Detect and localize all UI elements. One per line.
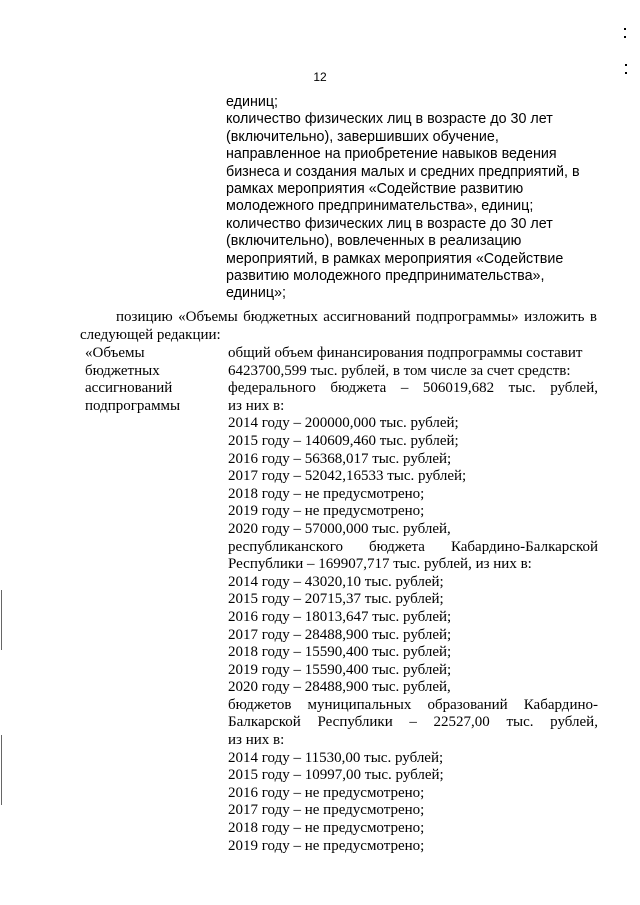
scan-speck xyxy=(624,28,626,30)
scan-speck xyxy=(625,64,627,66)
list-line: количество физических лиц в возрасте до 30 лет xyxy=(226,215,553,232)
instruction-line-2: следующей редакции: xyxy=(80,326,221,343)
scan-edge-mark xyxy=(1,590,2,650)
federal-year-line: 2019 году – не предусмотрено; xyxy=(228,503,425,520)
table-content-cell xyxy=(228,345,598,855)
instruction-line-1: позицию «Объемы бюджетных ассигнований подпрограммы» изложить в xyxy=(116,309,597,325)
scan-speck xyxy=(625,72,627,74)
list-line: бизнеса и создания малых и средних предприятий, в xyxy=(226,163,580,180)
republic-line: республиканского бюджета Кабардино-Балкарской xyxy=(228,538,598,555)
municipal-line: из них в: xyxy=(228,732,285,749)
republic-year-line: 2019 году – 15590,400 тыс. рублей; xyxy=(228,661,452,678)
republic-year-line: 2015 году – 20715,37 тыс. рублей; xyxy=(228,591,444,608)
federal-year-line: 2015 году – 140609,460 тыс. рублей; xyxy=(228,432,459,449)
total-line: 6423700,599 тыс. рублей, в том числе за счет средств: xyxy=(228,362,571,379)
page-number: 12 xyxy=(313,70,327,84)
municipal-year-line: 2015 году – 10997,00 тыс. рублей; xyxy=(228,767,444,784)
list-line: количество физических лиц в возрасте до 30 лет xyxy=(226,111,553,128)
municipal-line: Балкарской Республики – 22527,00 тыс. рублей, xyxy=(228,714,598,731)
federal-year-line: 2020 году – 57000,000 тыс. рублей, xyxy=(228,520,451,537)
list-line: единиц»; xyxy=(226,285,286,302)
republic-year-line: 2016 году – 18013,647 тыс. рублей; xyxy=(228,608,452,625)
list-line: рамках мероприятия «Содействие развитию xyxy=(226,181,524,198)
total-line: общий объем финансирования подпрограммы составит xyxy=(228,345,583,361)
municipal-year-line: 2016 году – не предусмотрено; xyxy=(228,784,425,801)
label-line: ассигнований xyxy=(85,380,173,397)
republic-line: Республики – 169907,717 тыс. рублей, из них в: xyxy=(228,556,532,573)
list-line: (включительно), вовлеченных в реализацию xyxy=(226,233,522,250)
list-line: (включительно), завершивших обучение, xyxy=(226,128,499,145)
list-line: мероприятий, в рамках мероприятия «Содействие xyxy=(226,250,564,267)
federal-line: из них в: xyxy=(228,397,285,414)
list-line: молодежного предпринимательства», единиц; xyxy=(226,198,534,215)
indicator-list xyxy=(226,94,580,303)
federal-year-line: 2017 году – 52042,16533 тыс. рублей; xyxy=(228,468,467,485)
label-line: бюджетных xyxy=(85,362,160,379)
scan-edge-mark xyxy=(1,735,2,805)
federal-year-line: 2014 году – 200000,000 тыс. рублей; xyxy=(228,415,459,432)
label-line: «Объемы xyxy=(85,345,145,361)
republic-year-line: 2018 году – 15590,400 тыс. рублей; xyxy=(228,644,452,661)
scan-speck xyxy=(624,36,626,38)
municipal-year-line: 2018 году – не предусмотрено; xyxy=(228,820,425,837)
federal-year-line: 2018 году – не предусмотрено; xyxy=(228,485,425,502)
republic-year-line: 2017 году – 28488,900 тыс. рублей; xyxy=(228,626,452,643)
instruction-paragraph xyxy=(80,309,597,344)
municipal-year-line: 2017 году – не предусмотрено; xyxy=(228,802,425,819)
republic-year-line: 2014 году – 43020,10 тыс. рублей; xyxy=(228,573,444,590)
list-line: развитию молодежного предпринимательства», xyxy=(226,268,545,285)
municipal-year-line: 2019 году – не предусмотрено; xyxy=(228,837,425,854)
label-line: подпрограммы xyxy=(85,397,181,414)
list-line: единиц; xyxy=(226,94,279,110)
republic-year-line: 2020 году – 28488,900 тыс. рублей, xyxy=(228,679,451,696)
federal-year-line: 2016 году – 56368,017 тыс. рублей; xyxy=(228,450,452,467)
municipal-year-line: 2014 году – 11530,00 тыс. рублей; xyxy=(228,749,444,766)
table-label-cell xyxy=(85,345,220,415)
list-line: направленное на приобретение навыков ведения xyxy=(226,146,557,163)
federal-line: федерального бюджета – 506019,682 тыс. рублей, xyxy=(228,380,598,397)
municipal-line: бюджетов муниципальных образований Кабардино- xyxy=(228,696,598,713)
